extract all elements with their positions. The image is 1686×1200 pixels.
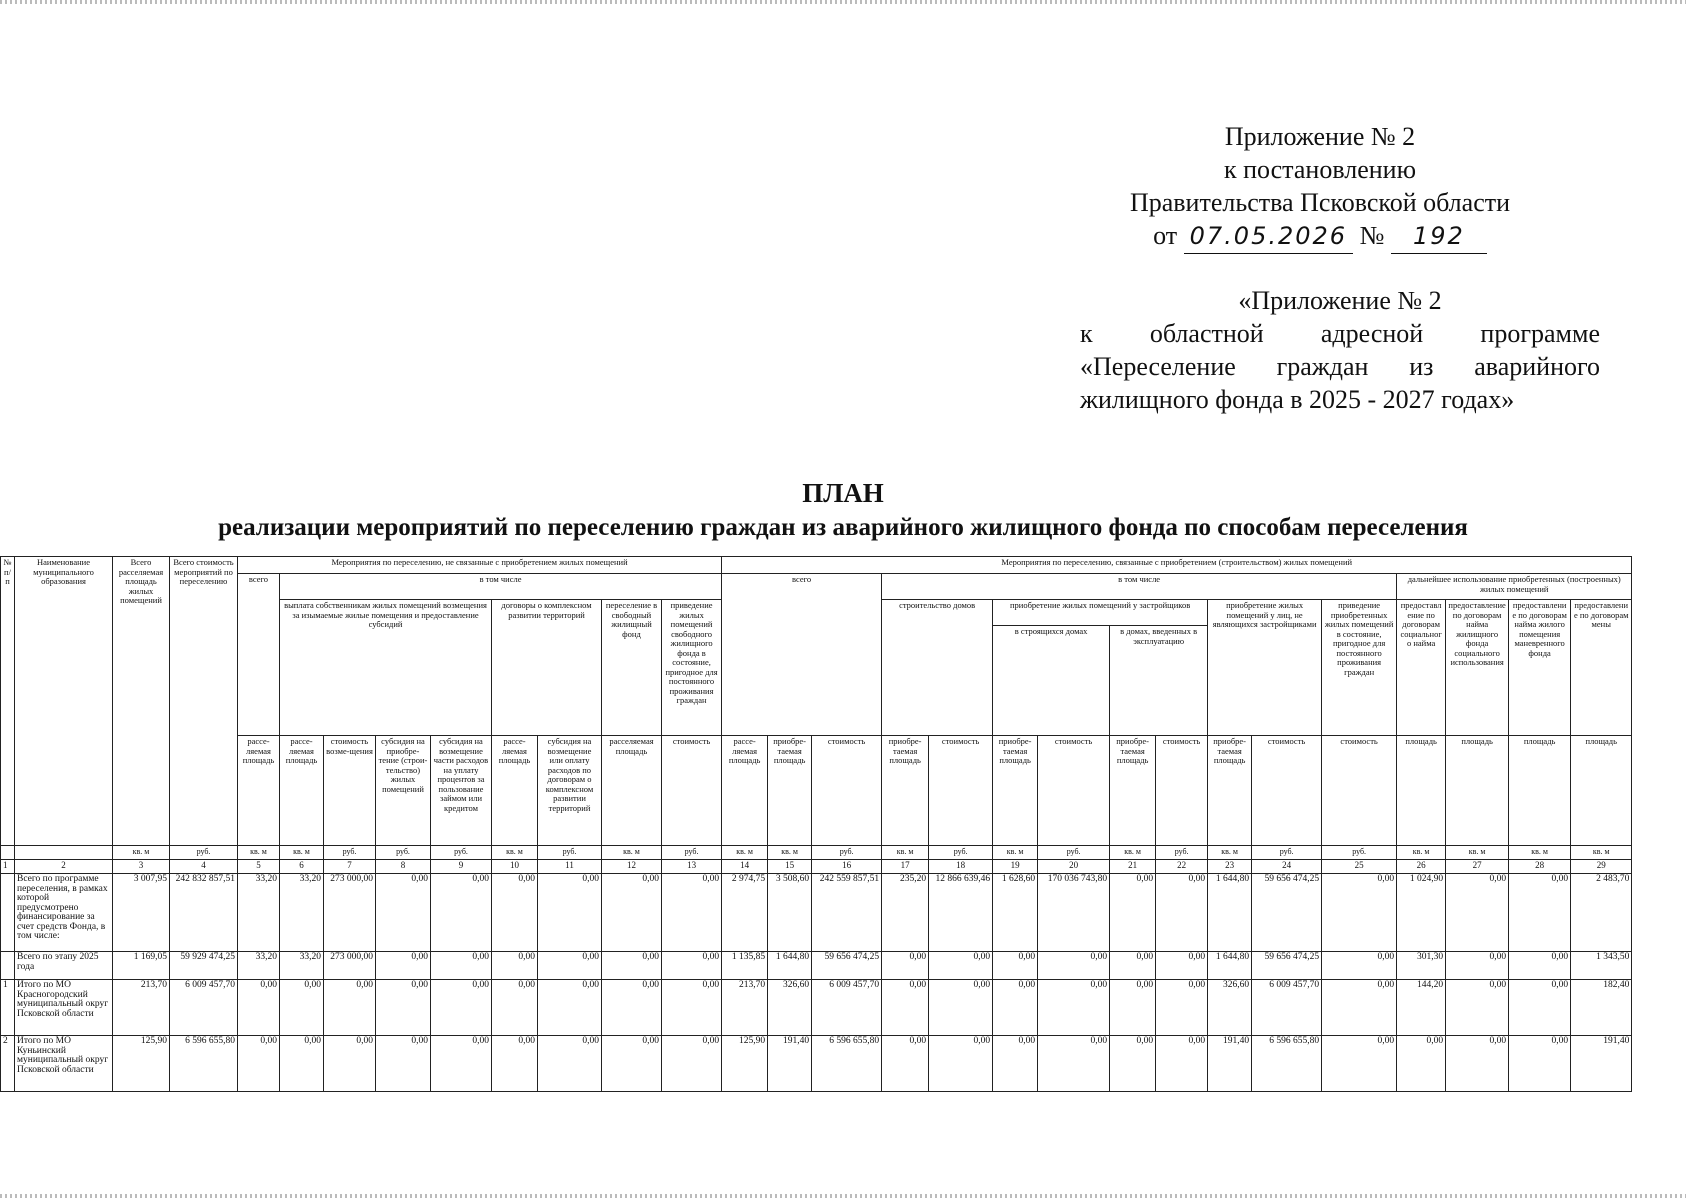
cell: 1 644,80 xyxy=(1208,952,1252,980)
col-number: 5 xyxy=(238,860,280,874)
unit-cell: кв. м xyxy=(113,846,170,860)
plan-subtitle: реализации мероприятий по переселению граждан из аварийного жилищного фонда по способам переселения xyxy=(218,514,1468,541)
cell: 0,00 xyxy=(1397,1036,1446,1092)
table-row xyxy=(1,874,1632,952)
unit-cell: руб. xyxy=(1038,846,1110,860)
col-number: 25 xyxy=(1322,860,1397,874)
unit-cell: руб. xyxy=(1322,846,1397,860)
cell: 0,00 xyxy=(280,1036,324,1092)
cell: 0,00 xyxy=(1322,874,1397,952)
cell: 0,00 xyxy=(1446,1036,1509,1092)
cell: 191,40 xyxy=(768,1036,812,1092)
cell: 0,00 xyxy=(1446,874,1509,952)
unit-cell: кв. м xyxy=(1571,846,1632,860)
cell: 6 596 655,80 xyxy=(812,1036,882,1092)
cell: 0,00 xyxy=(602,952,662,980)
hdr-total-cost: Всего стоимость мероприятий по переселению xyxy=(170,557,238,846)
row-num xyxy=(1,952,15,980)
cell: 59 656 474,25 xyxy=(1252,874,1322,952)
unit-cell: руб. xyxy=(1156,846,1208,860)
cell: 125,90 xyxy=(722,1036,768,1092)
hdr-col-13: стоимость xyxy=(662,736,722,846)
hdr-col-19: приобре-таемая площадь xyxy=(993,736,1038,846)
cell: 0,00 xyxy=(1110,874,1156,952)
cell: 191,40 xyxy=(1571,1036,1632,1092)
cell: 242 832 857,51 xyxy=(170,874,238,952)
hdr-b-buy-nondev: приобретение жилых помещений у лиц, не являющихся застройщиками xyxy=(1208,600,1322,736)
hdr-f-exchange: предоставление по договорам мены xyxy=(1571,600,1632,736)
cell: 0,00 xyxy=(492,1036,538,1092)
col-number: 12 xyxy=(602,860,662,874)
hdr-num: № п/п xyxy=(1,557,15,846)
number-label: № xyxy=(1359,221,1385,250)
row-num: 2 xyxy=(1,1036,15,1092)
cell: 1 169,05 xyxy=(113,952,170,980)
cell: 0,00 xyxy=(431,874,492,952)
cell: 1 024,90 xyxy=(1397,874,1446,952)
hdr-col-25: стоимость xyxy=(1322,736,1397,846)
cell: 33,20 xyxy=(280,952,324,980)
cell: 0,00 xyxy=(431,952,492,980)
table-row xyxy=(1,980,1632,1036)
col-number: 18 xyxy=(929,860,993,874)
plan-table xyxy=(0,556,1632,1092)
hdr-b-further: дальнейшее использование приобретенных (построенных) жилых помещений xyxy=(1397,574,1632,600)
cell: 3 508,60 xyxy=(768,874,812,952)
row-name: Всего по этапу 2025 года xyxy=(15,952,113,980)
hdr-col-15: приобре-таемая площадь xyxy=(768,736,812,846)
cell: 0,00 xyxy=(1038,980,1110,1036)
from-label: от xyxy=(1153,221,1178,250)
hdr-b-construction: строительство домов xyxy=(882,600,993,736)
cell: 2 483,70 xyxy=(1571,874,1632,952)
cell: 0,00 xyxy=(376,952,431,980)
cell: 326,60 xyxy=(1208,980,1252,1036)
unit-cell: руб. xyxy=(929,846,993,860)
cell: 1 135,85 xyxy=(722,952,768,980)
col-number: 13 xyxy=(662,860,722,874)
hdr-col-26: площадь xyxy=(1397,736,1446,846)
program-reference xyxy=(1080,284,1600,416)
cell: 0,00 xyxy=(1110,980,1156,1036)
cell: 1 644,80 xyxy=(1208,874,1252,952)
col-number: 2 xyxy=(15,860,113,874)
unit-cell: кв. м xyxy=(1397,846,1446,860)
cell: 0,00 xyxy=(431,980,492,1036)
cell: 0,00 xyxy=(1038,952,1110,980)
col-number: 1 xyxy=(1,860,15,874)
col-number: 3 xyxy=(113,860,170,874)
cell: 0,00 xyxy=(662,874,722,952)
cell: 0,00 xyxy=(1509,1036,1571,1092)
cell: 125,90 xyxy=(113,1036,170,1092)
col-number: 19 xyxy=(993,860,1038,874)
unit-cell: руб. xyxy=(662,846,722,860)
cell: 6 596 655,80 xyxy=(1252,1036,1322,1092)
units-row xyxy=(1,846,1632,860)
hdr-a-payment: выплата собственникам жилых помещений возмещения за изымаемые жилые помещения и предоставление субсидий xyxy=(280,600,492,736)
unit-cell: руб. xyxy=(376,846,431,860)
cell: 0,00 xyxy=(1156,874,1208,952)
cell: 12 866 639,46 xyxy=(929,874,993,952)
hdr-group-b: Мероприятия по переселению, связанные с приобретением (строительством) жилых помещений xyxy=(722,557,1632,574)
hdr-name: Наименование муниципального образования xyxy=(15,557,113,846)
cell: 0,00 xyxy=(492,952,538,980)
cell: 213,70 xyxy=(722,980,768,1036)
cell: 0,00 xyxy=(929,980,993,1036)
hdr-f-maneuver: предоставление по договорам найма жилого помещения маневренного фонда xyxy=(1509,600,1571,736)
cell: 0,00 xyxy=(602,874,662,952)
cell: 0,00 xyxy=(662,1036,722,1092)
col-number: 24 xyxy=(1252,860,1322,874)
cell: 0,00 xyxy=(538,874,602,952)
hdr-col-23: приобре-таемая площадь xyxy=(1208,736,1252,846)
col-number: 28 xyxy=(1509,860,1571,874)
handwritten-number: 192 xyxy=(1412,222,1465,250)
row-num xyxy=(1,874,15,952)
row-num: 1 xyxy=(1,980,15,1036)
row-name: Итого по МО Красногородский муниципальный округ Псковской области xyxy=(15,980,113,1036)
cell: 6 009 457,70 xyxy=(170,980,238,1036)
col-number: 7 xyxy=(324,860,376,874)
cell: 0,00 xyxy=(324,1036,376,1092)
col-number: 17 xyxy=(882,860,929,874)
cell: 0,00 xyxy=(538,952,602,980)
cell: 0,00 xyxy=(376,1036,431,1092)
cell: 0,00 xyxy=(662,980,722,1036)
cell: 0,00 xyxy=(1110,952,1156,980)
hdr-b-buy-dev-operated: в домах, введенных в эксплуатацию xyxy=(1110,626,1208,736)
cell: 33,20 xyxy=(238,874,280,952)
cell: 0,00 xyxy=(602,1036,662,1092)
cell: 182,40 xyxy=(1571,980,1632,1036)
cell: 0,00 xyxy=(238,1036,280,1092)
cell: 242 559 857,51 xyxy=(812,874,882,952)
cell: 1 628,60 xyxy=(993,874,1038,952)
hdr-col-16: стоимость xyxy=(812,736,882,846)
unit-cell: кв. м xyxy=(882,846,929,860)
unit-cell: руб. xyxy=(170,846,238,860)
header-row-2 xyxy=(1,574,1632,600)
appendix-date-line xyxy=(1070,219,1570,254)
program-line4: жилищного фонда в 2025 - 2027 годах» xyxy=(1080,385,1515,414)
hdr-col-18: стоимость xyxy=(929,736,993,846)
cell: 0,00 xyxy=(993,1036,1038,1092)
cell: 0,00 xyxy=(1156,952,1208,980)
cell: 0,00 xyxy=(1446,952,1509,980)
cell: 170 036 743,80 xyxy=(1038,874,1110,952)
cell: 0,00 xyxy=(882,1036,929,1092)
appendix-header xyxy=(1070,120,1570,254)
unit-cell: руб. xyxy=(431,846,492,860)
cell: 2 974,75 xyxy=(722,874,768,952)
header-row-5 xyxy=(1,736,1632,846)
cell: 0,00 xyxy=(1322,1036,1397,1092)
cell: 0,00 xyxy=(1322,952,1397,980)
cell: 0,00 xyxy=(492,980,538,1036)
table-row xyxy=(1,952,1632,980)
program-line1: «Приложение № 2 xyxy=(1238,286,1442,315)
hdr-col-5: рассе-ляемая площадь xyxy=(238,736,280,846)
cell: 59 929 474,25 xyxy=(170,952,238,980)
hdr-a-contracts: договоры о комплексном развитии территорий xyxy=(492,600,602,736)
unit-cell: кв. м xyxy=(492,846,538,860)
hdr-col-6: рассе-ляемая площадь xyxy=(280,736,324,846)
col-number: 20 xyxy=(1038,860,1110,874)
cell: 0,00 xyxy=(324,980,376,1036)
hdr-total-area: Всего расселяемая площадь жилых помещений xyxy=(113,557,170,846)
appendix-line3: Правительства Псковской области xyxy=(1129,188,1511,217)
cell: 273 000,00 xyxy=(324,874,376,952)
unit-cell: кв. м xyxy=(280,846,324,860)
cell: 33,20 xyxy=(280,874,324,952)
cell: 326,60 xyxy=(768,980,812,1036)
col-number: 4 xyxy=(170,860,238,874)
hdr-col-14: рассе-ляемая площадь xyxy=(722,736,768,846)
hdr-a-total: всего xyxy=(238,574,280,736)
hdr-b-total: всего xyxy=(722,574,882,736)
unit-cell: кв. м xyxy=(1208,846,1252,860)
cell: 0,00 xyxy=(538,980,602,1036)
unit-cell: руб. xyxy=(812,846,882,860)
date-field xyxy=(1184,219,1353,254)
hdr-col-29: площадь xyxy=(1571,736,1632,846)
col-number: 10 xyxy=(492,860,538,874)
col-number: 14 xyxy=(722,860,768,874)
handwritten-date: 07.05.2026 xyxy=(1189,222,1348,250)
hdr-col-24: стоимость xyxy=(1252,736,1322,846)
col-number: 6 xyxy=(280,860,324,874)
cell: 0,00 xyxy=(882,952,929,980)
hdr-a-incl: в том числе xyxy=(280,574,722,600)
cell: 6 009 457,70 xyxy=(812,980,882,1036)
cell: 0,00 xyxy=(280,980,324,1036)
unit-cell: кв. м xyxy=(768,846,812,860)
col-number: 29 xyxy=(1571,860,1632,874)
hdr-col-7: стоимость возме-щения xyxy=(324,736,376,846)
hdr-f-social-use: предоставление по договорам найма жилищного фонда социального использования xyxy=(1446,600,1509,736)
cell: 0,00 xyxy=(1156,980,1208,1036)
col-number: 21 xyxy=(1110,860,1156,874)
program-line2: к областной адресной программе xyxy=(1080,319,1600,348)
hdr-a-bring: приведение жилых помещений свободного жилищного фонда в состояние, пригодное для постоянного проживания граждан xyxy=(662,600,722,736)
column-numbers-row xyxy=(1,860,1632,874)
cell: 0,00 xyxy=(1509,874,1571,952)
cell: 0,00 xyxy=(238,980,280,1036)
hdr-col-27: площадь xyxy=(1446,736,1509,846)
cell: 0,00 xyxy=(431,1036,492,1092)
cell: 0,00 xyxy=(376,874,431,952)
hdr-col-21: приобре-таемая площадь xyxy=(1110,736,1156,846)
unit-cell: руб. xyxy=(1252,846,1322,860)
cell: 0,00 xyxy=(376,980,431,1036)
col-number: 23 xyxy=(1208,860,1252,874)
hdr-group-a: Мероприятия по переселению, не связанные с приобретением жилых помещений xyxy=(238,557,722,574)
hdr-col-8: субсидия на приобре-тение (строи-тельство) жилых помещений xyxy=(376,736,431,846)
row-name: Всего по программе переселения, в рамках которой предусмотрено финансирование за счет средств Фонда, в том числе: xyxy=(15,874,113,952)
hdr-col-20: стоимость xyxy=(1038,736,1110,846)
col-number: 22 xyxy=(1156,860,1208,874)
appendix-line2: к постановлению xyxy=(1223,155,1417,184)
cell: 33,20 xyxy=(238,952,280,980)
cell: 6 596 655,80 xyxy=(170,1036,238,1092)
cell: 3 007,95 xyxy=(113,874,170,952)
cell: 0,00 xyxy=(662,952,722,980)
cell: 1 343,50 xyxy=(1571,952,1632,980)
program-line3: «Переселение граждан из аварийного xyxy=(1080,352,1600,381)
cell: 0,00 xyxy=(882,980,929,1036)
row-name: Итого по МО Куньинский муниципальный округ Псковской области xyxy=(15,1036,113,1092)
cell: 273 000,00 xyxy=(324,952,376,980)
unit-cell: кв. м xyxy=(722,846,768,860)
unit-cell: кв. м xyxy=(1110,846,1156,860)
cell: 0,00 xyxy=(1156,1036,1208,1092)
hdr-col-10: рассе-ляемая площадь xyxy=(492,736,538,846)
unit-cell: кв. м xyxy=(238,846,280,860)
unit-cell: кв. м xyxy=(1446,846,1509,860)
unit-cell: руб. xyxy=(324,846,376,860)
cell: 0,00 xyxy=(993,980,1038,1036)
cell: 0,00 xyxy=(1110,1036,1156,1092)
hdr-col-28: площадь xyxy=(1509,736,1571,846)
hdr-b-incl: в том числе xyxy=(882,574,1397,600)
cell: 0,00 xyxy=(1446,980,1509,1036)
cell: 0,00 xyxy=(929,952,993,980)
hdr-col-22: стоимость xyxy=(1156,736,1208,846)
cell: 213,70 xyxy=(113,980,170,1036)
hdr-a-free-fund: переселение в свободный жилищный фонд xyxy=(602,600,662,736)
unit-cell: кв. м xyxy=(1509,846,1571,860)
header-row-1 xyxy=(1,557,1632,574)
number-field xyxy=(1391,219,1487,254)
hdr-col-9: субсидия на возмещение части расходов на уплату процентов за пользование займом или кредитом xyxy=(431,736,492,846)
cell: 0,00 xyxy=(602,980,662,1036)
scan-edge-top xyxy=(0,0,1686,4)
unit-cell: кв. м xyxy=(993,846,1038,860)
cell: 191,40 xyxy=(1208,1036,1252,1092)
hdr-col-12: расселяемая площадь xyxy=(602,736,662,846)
cell: 0,00 xyxy=(1038,1036,1110,1092)
plan-title: ПЛАН xyxy=(802,478,884,508)
cell: 0,00 xyxy=(1509,980,1571,1036)
cell: 0,00 xyxy=(492,874,538,952)
cell: 144,20 xyxy=(1397,980,1446,1036)
hdr-b-buy-dev-building: в строящихся домах xyxy=(993,626,1110,736)
cell: 1 644,80 xyxy=(768,952,812,980)
appendix-line1: Приложение № 2 xyxy=(1224,122,1416,151)
col-number: 8 xyxy=(376,860,431,874)
cell: 0,00 xyxy=(1322,980,1397,1036)
cell: 0,00 xyxy=(538,1036,602,1092)
hdr-b-bring: приведение приобретенных жилых помещений в состояние, пригодное для постоянного проживания граждан xyxy=(1322,600,1397,736)
col-number: 27 xyxy=(1446,860,1509,874)
col-number: 11 xyxy=(538,860,602,874)
unit-cell: руб. xyxy=(538,846,602,860)
hdr-f-social: предоставление по договорам социального найма xyxy=(1397,600,1446,736)
cell: 59 656 474,25 xyxy=(1252,952,1322,980)
unit-cell: кв. м xyxy=(602,846,662,860)
cell: 6 009 457,70 xyxy=(1252,980,1322,1036)
col-number: 9 xyxy=(431,860,492,874)
hdr-col-17: приобре-таемая площадь xyxy=(882,736,929,846)
cell: 0,00 xyxy=(993,952,1038,980)
hdr-b-buy-dev: приобретение жилых помещений у застройщиков xyxy=(993,600,1208,626)
table-row xyxy=(1,1036,1632,1092)
cell: 0,00 xyxy=(929,1036,993,1092)
cell: 301,30 xyxy=(1397,952,1446,980)
col-number: 16 xyxy=(812,860,882,874)
col-number: 15 xyxy=(768,860,812,874)
scan-edge-bottom xyxy=(0,1194,1686,1198)
col-number: 26 xyxy=(1397,860,1446,874)
hdr-col-11: субсидия на возмещение или оплату расходов по договорам о комплексном развитии территорий xyxy=(538,736,602,846)
cell: 235,20 xyxy=(882,874,929,952)
cell: 0,00 xyxy=(1509,952,1571,980)
cell: 59 656 474,25 xyxy=(812,952,882,980)
